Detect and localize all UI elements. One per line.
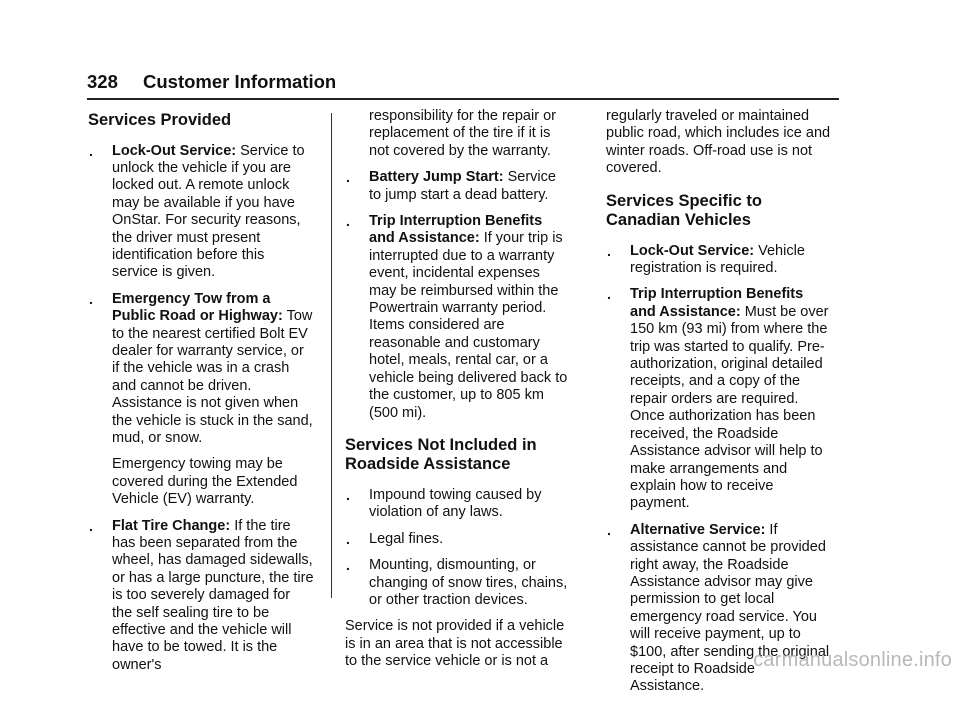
item-text: If assistance cannot be provided right away, the Roadside Assistance advisor may give permission to get local emergency road service. You will receive payment, up to $100, after sending the original receipt to Roadside Assistance.: [630, 521, 830, 695]
header-rule: [87, 98, 839, 100]
closing-text: Service is not provided if a vehicle is in an area that is not accessible to the service vehicle or is not a: [345, 618, 565, 670]
heading-canadian-vehicles: Services Specific to Canadian Vehicles: [606, 191, 762, 230]
watermark: carmanualsonline.info: [753, 649, 952, 671]
bullet: .: [607, 521, 611, 538]
bullet: .: [89, 142, 93, 159]
heading-services-provided: Services Provided: [88, 111, 232, 129]
list-item: [88, 143, 314, 282]
continuation-text: regularly traveled or maintained public road, which includes ice and winter roads. Off-road use is not covered.: [606, 108, 831, 177]
item-label: Flat Tire Change:: [112, 517, 231, 534]
tow-note: Emergency towing may be covered during the Extended Vehicle (EV) warranty.: [112, 456, 298, 508]
item-text: If the tire has been separated from the wheel, has damaged sidewalls, or has a large puncture, the tire is too severely damaged for the self sealing tire to be effective and the vehicle will have to be towed. It is the owner's: [112, 517, 314, 673]
column-2: [345, 108, 571, 680]
item-label: Emergency Tow from a Public Road or Highway:: [112, 290, 283, 325]
bullet: .: [607, 286, 611, 303]
list-item: [88, 291, 314, 448]
item-label: Lock-Out Service:: [112, 142, 237, 159]
bullet: .: [346, 486, 350, 503]
bullet: .: [346, 213, 350, 230]
list-item: [345, 487, 571, 522]
item-text: Legal fines.: [369, 530, 444, 547]
bullet: .: [346, 169, 350, 186]
heading-not-included: Services Not Included in Roadside Assistance: [345, 435, 537, 474]
item-label: Trip Interruption Benefits and Assistance:: [630, 286, 804, 320]
item-text: Impound towing caused by violation of any laws.: [369, 486, 542, 521]
column-3: [606, 108, 832, 705]
list-item: [345, 557, 571, 609]
page-number: 328: [87, 71, 118, 92]
list-item: [345, 213, 571, 422]
list-item: [606, 243, 832, 278]
list-item: [345, 169, 571, 204]
bullet: .: [89, 290, 93, 307]
bullet: .: [346, 530, 350, 547]
column-1: [88, 108, 314, 683]
item-text: Service to unlock the vehicle if you are locked out. A remote unlock may be available if you have OnStar. For security reasons, the driver must present identification before this service is given.: [112, 142, 305, 281]
item-text: Vehicle registration is required.: [630, 242, 805, 277]
bullet: .: [89, 517, 93, 534]
item-text: Mounting, dismounting, or changing of snow tires, chains, or other traction devices.: [369, 557, 568, 608]
item-text: Must be over 150 km (93 mi) from where the trip was started to qualify. Pre-authorization, original detailed receipts, and a copy of the repair orders are required. Once authorization has been received, the Roadside Assistance advisor will help to make arrangements and explain how to receive payment.: [630, 303, 829, 512]
item-text: Tow to the nearest certified Bolt EV dealer for warranty service, or if the vehicle was in a crash and cannot be driven. Assistance is not given when the vehicle is stuck in the sand, mud, or snow.: [112, 308, 313, 446]
bullet: .: [346, 557, 350, 574]
item-label: Lock-Out Service:: [630, 242, 755, 259]
list-item: [606, 286, 832, 512]
continuation-text: responsibility for the repair or replacement of the tire if it is not covered by the warranty.: [369, 108, 556, 159]
list-item: [345, 531, 571, 548]
item-text: If your trip is interrupted due to a warranty event, incidental expenses may be reimbursed within the Powertrain warranty period. Items considered are reasonable and customary hotel, meals, rental car, or a vehicle being delivered back to the customer, up to 805 km (500 mi).: [369, 230, 568, 421]
list-item: [88, 518, 314, 675]
page-header: [87, 70, 839, 94]
section-title: Customer Information: [143, 71, 337, 92]
item-label: Alternative Service:: [630, 521, 766, 538]
column-divider: [331, 113, 332, 598]
bullet: .: [607, 242, 611, 259]
item-label: Trip Interruption Benefits and Assistance:: [369, 213, 543, 247]
item-text: Service to jump start a dead battery.: [369, 169, 556, 203]
item-label: Battery Jump Start:: [369, 169, 504, 186]
